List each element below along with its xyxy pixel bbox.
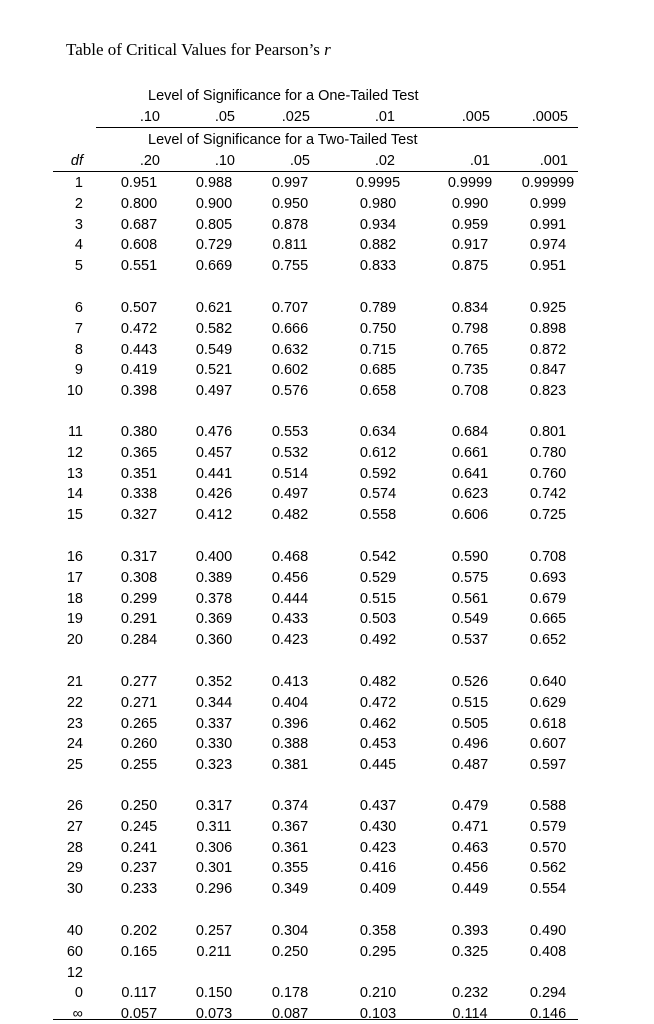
df-cell: 23	[66, 715, 83, 732]
df-cell: 21	[66, 674, 83, 690]
one-tailed-label: Level of Significance for a One-Tailed Test	[148, 88, 419, 104]
value-cell: 0.361	[271, 839, 309, 856]
value-cell: 0.330	[195, 736, 233, 753]
df-cell: ∞	[72, 1006, 83, 1022]
value-cell: 0.991	[529, 216, 567, 233]
value-cell: 0.472	[120, 320, 158, 337]
value-cell: 0.558	[359, 507, 397, 523]
value-cell: 0.760	[529, 465, 567, 482]
value-cell: 0.515	[451, 694, 489, 711]
value-cell: 0.632	[271, 341, 309, 358]
df-cell: 12	[66, 444, 83, 461]
value-cell: 0.352	[195, 674, 233, 690]
value-cell: 0.245	[120, 818, 158, 835]
value-cell: 0.999	[529, 195, 567, 212]
value-cell: 0.750	[359, 320, 397, 337]
value-cell: 0.308	[120, 569, 158, 586]
value-cell: 0.260	[120, 736, 158, 753]
value-cell: 0.378	[195, 590, 233, 607]
value-cell: 0.669	[195, 258, 233, 274]
value-cell: 0.426	[195, 486, 233, 503]
value-cell: 0.457	[195, 444, 233, 461]
value-cell: 0.327	[120, 507, 158, 523]
value-cell: 0.301	[195, 860, 233, 877]
value-cell: 0.551	[120, 258, 158, 274]
value-cell: 0.685	[359, 362, 397, 379]
value-cell: 0.800	[120, 195, 158, 212]
value-cell: 0.178	[271, 985, 309, 1002]
value-cell: 0.574	[359, 486, 397, 503]
value-cell: 0.479	[451, 798, 489, 814]
value-cell: 0.306	[195, 839, 233, 856]
value-cell: 0.629	[529, 694, 567, 711]
value-cell: 0.296	[195, 881, 233, 897]
two-tailed-level: .01	[469, 153, 490, 169]
df-cell: 26	[66, 798, 83, 814]
value-cell: 0.666	[271, 320, 309, 337]
value-cell: 0.898	[529, 320, 567, 337]
value-cell: 0.355	[271, 860, 309, 877]
two-tailed-level: .02	[374, 153, 395, 169]
value-cell: 0.537	[451, 632, 489, 648]
value-cell: 0.950	[271, 195, 309, 212]
df-cell: 16	[66, 549, 83, 565]
value-cell: 0.400	[195, 549, 233, 565]
value-cell: 0.789	[359, 300, 397, 316]
value-cell: 0.358	[359, 923, 397, 939]
value-cell: 0.433	[271, 611, 309, 628]
value-cell: 0.621	[195, 300, 233, 316]
value-cell: 0.729	[195, 237, 233, 254]
value-cell: 0.900	[195, 195, 233, 212]
df-cell: 4	[74, 237, 83, 254]
value-cell: 0.389	[195, 569, 233, 586]
value-cell: 0.497	[271, 486, 309, 503]
value-cell: 0.388	[271, 736, 309, 753]
value-cell: 0.765	[451, 341, 489, 358]
value-cell: 0.833	[359, 258, 397, 274]
value-cell: 0.917	[451, 237, 489, 254]
value-cell: 0.211	[196, 943, 232, 960]
value-cell: 0.872	[529, 341, 567, 358]
value-cell: 0.780	[529, 444, 567, 461]
page-title	[66, 40, 331, 60]
value-cell: 0.755	[271, 258, 309, 274]
value-cell: 0.304	[271, 923, 309, 939]
value-cell: 0.834	[451, 300, 489, 316]
value-cell: 0.416	[359, 860, 397, 877]
two-tailed-level: .001	[539, 153, 568, 169]
bottom-rule	[53, 1019, 578, 1020]
value-cell: 0.570	[529, 839, 567, 856]
value-cell: 0.951	[120, 175, 158, 191]
value-cell: 0.250	[271, 943, 309, 960]
value-cell: 0.532	[271, 444, 309, 461]
value-cell: 0.9995	[355, 175, 401, 191]
value-cell: 0.496	[451, 736, 489, 753]
one-tailed-level: .05	[214, 109, 235, 125]
value-cell: 0.882	[359, 237, 397, 254]
df-cell: 30	[66, 881, 83, 897]
value-cell: 0.344	[195, 694, 233, 711]
value-cell: 0.801	[529, 424, 567, 440]
value-cell: 0.640	[529, 674, 567, 690]
value-cell: 0.798	[451, 320, 489, 337]
value-cell: 0.553	[271, 424, 309, 440]
df-cell: 15	[66, 507, 83, 523]
two-tailed-level: .10	[214, 153, 235, 169]
value-cell: 0.526	[451, 674, 489, 690]
value-cell: 0.997	[271, 175, 309, 191]
value-cell: 0.959	[451, 216, 489, 233]
value-cell: 0.492	[359, 632, 397, 648]
value-cell: 0.367	[271, 818, 309, 835]
value-cell: 0.265	[120, 715, 158, 732]
value-cell: 0.441	[195, 465, 233, 482]
value-cell: 0.325	[451, 943, 489, 960]
value-cell: 0.255	[120, 757, 158, 773]
df-cell: 7	[74, 320, 83, 337]
value-cell: 0.592	[359, 465, 397, 482]
value-cell: 0.202	[120, 923, 158, 939]
df-header: df	[70, 153, 83, 169]
one-tailed-level: .01	[374, 109, 395, 125]
value-cell: 0.146	[529, 1006, 567, 1022]
value-cell: 0.811	[272, 237, 308, 254]
value-cell: 0.114	[452, 1006, 488, 1022]
value-cell: 0.311	[196, 818, 232, 835]
value-cell: 0.514	[271, 465, 309, 482]
value-cell: 0.934	[359, 216, 397, 233]
one-tailed-level: .005	[461, 109, 490, 125]
value-cell: 0.980	[359, 195, 397, 212]
value-cell: 0.294	[529, 985, 567, 1002]
value-cell: 0.463	[451, 839, 489, 856]
value-cell: 0.708	[451, 383, 489, 399]
value-cell: 0.351	[120, 465, 158, 482]
df-cell: 24	[66, 736, 83, 753]
value-cell: 0.284	[120, 632, 158, 648]
value-cell: 0.444	[271, 590, 309, 607]
value-cell: 0.606	[451, 507, 489, 523]
one-tailed-level: .10	[139, 109, 160, 125]
value-cell: 0.412	[195, 507, 233, 523]
df-cell: 20	[66, 632, 83, 648]
value-cell: 0.472	[359, 694, 397, 711]
value-cell: 0.423	[271, 632, 309, 648]
value-cell: 0.381	[271, 757, 309, 773]
value-cell: 0.295	[359, 943, 397, 960]
value-cell: 0.408	[529, 943, 567, 960]
value-cell: 0.241	[120, 839, 158, 856]
value-cell: 0.257	[195, 923, 233, 939]
value-cell: 0.291	[120, 611, 158, 628]
value-cell: 0.449	[451, 881, 489, 897]
value-cell: 0.597	[529, 757, 567, 773]
value-cell: 0.482	[271, 507, 309, 523]
value-cell: 0.878	[271, 216, 309, 233]
value-cell: 0.9999	[447, 175, 493, 191]
value-cell: 0.430	[359, 818, 397, 835]
value-cell: 0.490	[529, 923, 567, 939]
value-cell: 0.437	[359, 798, 397, 814]
value-cell: 0.443	[120, 341, 158, 358]
value-cell: 0.735	[451, 362, 489, 379]
title-text: Table of Critical Values for Pearson’s	[66, 40, 325, 59]
value-cell: 0.608	[120, 237, 158, 254]
value-cell: 0.456	[271, 569, 309, 586]
df-cell: 29	[66, 860, 83, 877]
value-cell: 0.707	[271, 300, 309, 316]
value-cell: 0.575	[451, 569, 489, 586]
two-tailed-level: .05	[289, 153, 310, 169]
value-cell: 0.693	[529, 569, 567, 586]
value-cell: 0.413	[271, 674, 309, 690]
df-cell: 27	[66, 818, 83, 835]
df-cell: 28	[66, 839, 83, 856]
df-cell: 22	[66, 694, 83, 711]
value-cell: 0.409	[359, 881, 397, 897]
value-cell: 0.665	[529, 611, 567, 628]
value-cell: 0.641	[451, 465, 489, 482]
value-cell: 0.497	[195, 383, 233, 399]
value-cell: 0.482	[359, 674, 397, 690]
value-cell: 0.476	[195, 424, 233, 440]
value-cell: 0.990	[451, 195, 489, 212]
value-cell: 0.349	[271, 881, 309, 897]
value-cell: 0.576	[271, 383, 309, 399]
value-cell: 0.554	[529, 881, 567, 897]
value-cell: 0.715	[359, 341, 397, 358]
value-cell: 0.299	[120, 590, 158, 607]
value-cell: 0.232	[451, 985, 489, 1002]
value-cell: 0.317	[195, 798, 233, 814]
value-cell: 0.951	[529, 258, 567, 274]
value-cell: 0.233	[120, 881, 158, 897]
value-cell: 0.607	[529, 736, 567, 753]
value-cell: 0.423	[359, 839, 397, 856]
df-cell: 17	[66, 569, 83, 586]
value-cell: 0.590	[451, 549, 489, 565]
value-cell: 0.823	[529, 383, 567, 399]
value-cell: 0.277	[120, 674, 158, 690]
value-cell: 0.742	[529, 486, 567, 503]
value-cell: 0.380	[120, 424, 158, 440]
value-cell: 0.652	[529, 632, 567, 648]
value-cell: 0.661	[451, 444, 489, 461]
value-cell: 0.805	[195, 216, 233, 233]
value-cell: 0.103	[359, 1006, 397, 1022]
value-cell: 0.073	[195, 1006, 233, 1022]
value-cell: 0.505	[451, 715, 489, 732]
value-cell: 0.549	[451, 611, 489, 628]
header-rule	[53, 171, 578, 172]
value-cell: 0.579	[529, 818, 567, 835]
value-cell: 0.087	[271, 1006, 309, 1022]
value-cell: 0.317	[120, 549, 158, 565]
value-cell: 0.708	[529, 549, 567, 565]
value-cell: 0.462	[359, 715, 397, 732]
df-cell: 13	[66, 465, 83, 482]
value-cell: 0.529	[359, 569, 397, 586]
title-variable: r	[324, 40, 331, 59]
df-cell: 9	[74, 362, 83, 379]
df-cell: 6	[74, 300, 83, 316]
df-cell: 5	[74, 258, 83, 274]
value-cell: 0.453	[359, 736, 397, 753]
value-cell: 0.542	[359, 549, 397, 565]
value-cell: 0.99999	[521, 175, 575, 191]
value-cell: 0.503	[359, 611, 397, 628]
value-cell: 0.875	[451, 258, 489, 274]
one-tailed-level: .025	[281, 109, 310, 125]
value-cell: 0.925	[529, 300, 567, 316]
df-cell: 19	[66, 611, 83, 628]
value-cell: 0.237	[120, 860, 158, 877]
value-cell: 0.398	[120, 383, 158, 399]
df-cell: 1	[74, 175, 83, 191]
value-cell: 0.323	[195, 757, 233, 773]
one-tailed-underline	[96, 127, 578, 128]
value-cell: 0.658	[359, 383, 397, 399]
value-cell: 0.396	[271, 715, 309, 732]
value-cell: 0.365	[120, 444, 158, 461]
value-cell: 0.419	[120, 362, 158, 379]
value-cell: 0.456	[451, 860, 489, 877]
two-tailed-level: .20	[139, 153, 160, 169]
value-cell: 0.507	[120, 300, 158, 316]
df-cell: 10	[66, 383, 83, 399]
df-cell: 3	[74, 216, 83, 233]
value-cell: 0.360	[195, 632, 233, 648]
df-cell: 0	[74, 985, 83, 1002]
value-cell: 0.988	[195, 175, 233, 191]
value-cell: 0.634	[359, 424, 397, 440]
df-cell: 25	[66, 757, 83, 773]
value-cell: 0.623	[451, 486, 489, 503]
value-cell: 0.679	[529, 590, 567, 607]
value-cell: 0.687	[120, 216, 158, 233]
value-cell: 0.337	[195, 715, 233, 732]
df-cell: 60	[66, 943, 83, 960]
value-cell: 0.487	[451, 757, 489, 773]
value-cell: 0.404	[271, 694, 309, 711]
df-cell: 12	[66, 964, 83, 981]
value-cell: 0.338	[120, 486, 158, 503]
value-cell: 0.612	[359, 444, 397, 461]
value-cell: 0.725	[529, 507, 567, 523]
value-cell: 0.445	[359, 757, 397, 773]
value-cell: 0.369	[195, 611, 233, 628]
one-tailed-level: .0005	[531, 109, 568, 125]
df-cell: 18	[66, 590, 83, 607]
value-cell: 0.549	[195, 341, 233, 358]
value-cell: 0.374	[271, 798, 309, 814]
value-cell: 0.515	[359, 590, 397, 607]
value-cell: 0.250	[120, 798, 158, 814]
value-cell: 0.057	[120, 1006, 158, 1022]
value-cell: 0.521	[195, 362, 233, 379]
df-cell: 8	[74, 341, 83, 358]
value-cell: 0.393	[451, 923, 489, 939]
df-cell: 11	[67, 424, 83, 440]
value-cell: 0.468	[271, 549, 309, 565]
value-cell: 0.271	[120, 694, 158, 711]
df-cell: 40	[66, 923, 83, 939]
df-cell: 2	[74, 195, 83, 212]
value-cell: 0.618	[529, 715, 567, 732]
value-cell: 0.562	[529, 860, 567, 877]
df-cell: 14	[66, 486, 83, 503]
value-cell: 0.561	[451, 590, 489, 607]
value-cell: 0.471	[451, 818, 489, 835]
value-cell: 0.165	[120, 943, 158, 960]
value-cell: 0.602	[271, 362, 309, 379]
value-cell: 0.847	[529, 362, 567, 379]
value-cell: 0.974	[529, 237, 567, 254]
value-cell: 0.150	[195, 985, 233, 1002]
value-cell: 0.684	[451, 424, 489, 440]
value-cell: 0.582	[195, 320, 233, 337]
two-tailed-label: Level of Significance for a Two-Tailed Test	[148, 132, 418, 148]
value-cell: 0.588	[529, 798, 567, 814]
value-cell: 0.210	[359, 985, 397, 1002]
value-cell: 0.117	[121, 985, 157, 1002]
